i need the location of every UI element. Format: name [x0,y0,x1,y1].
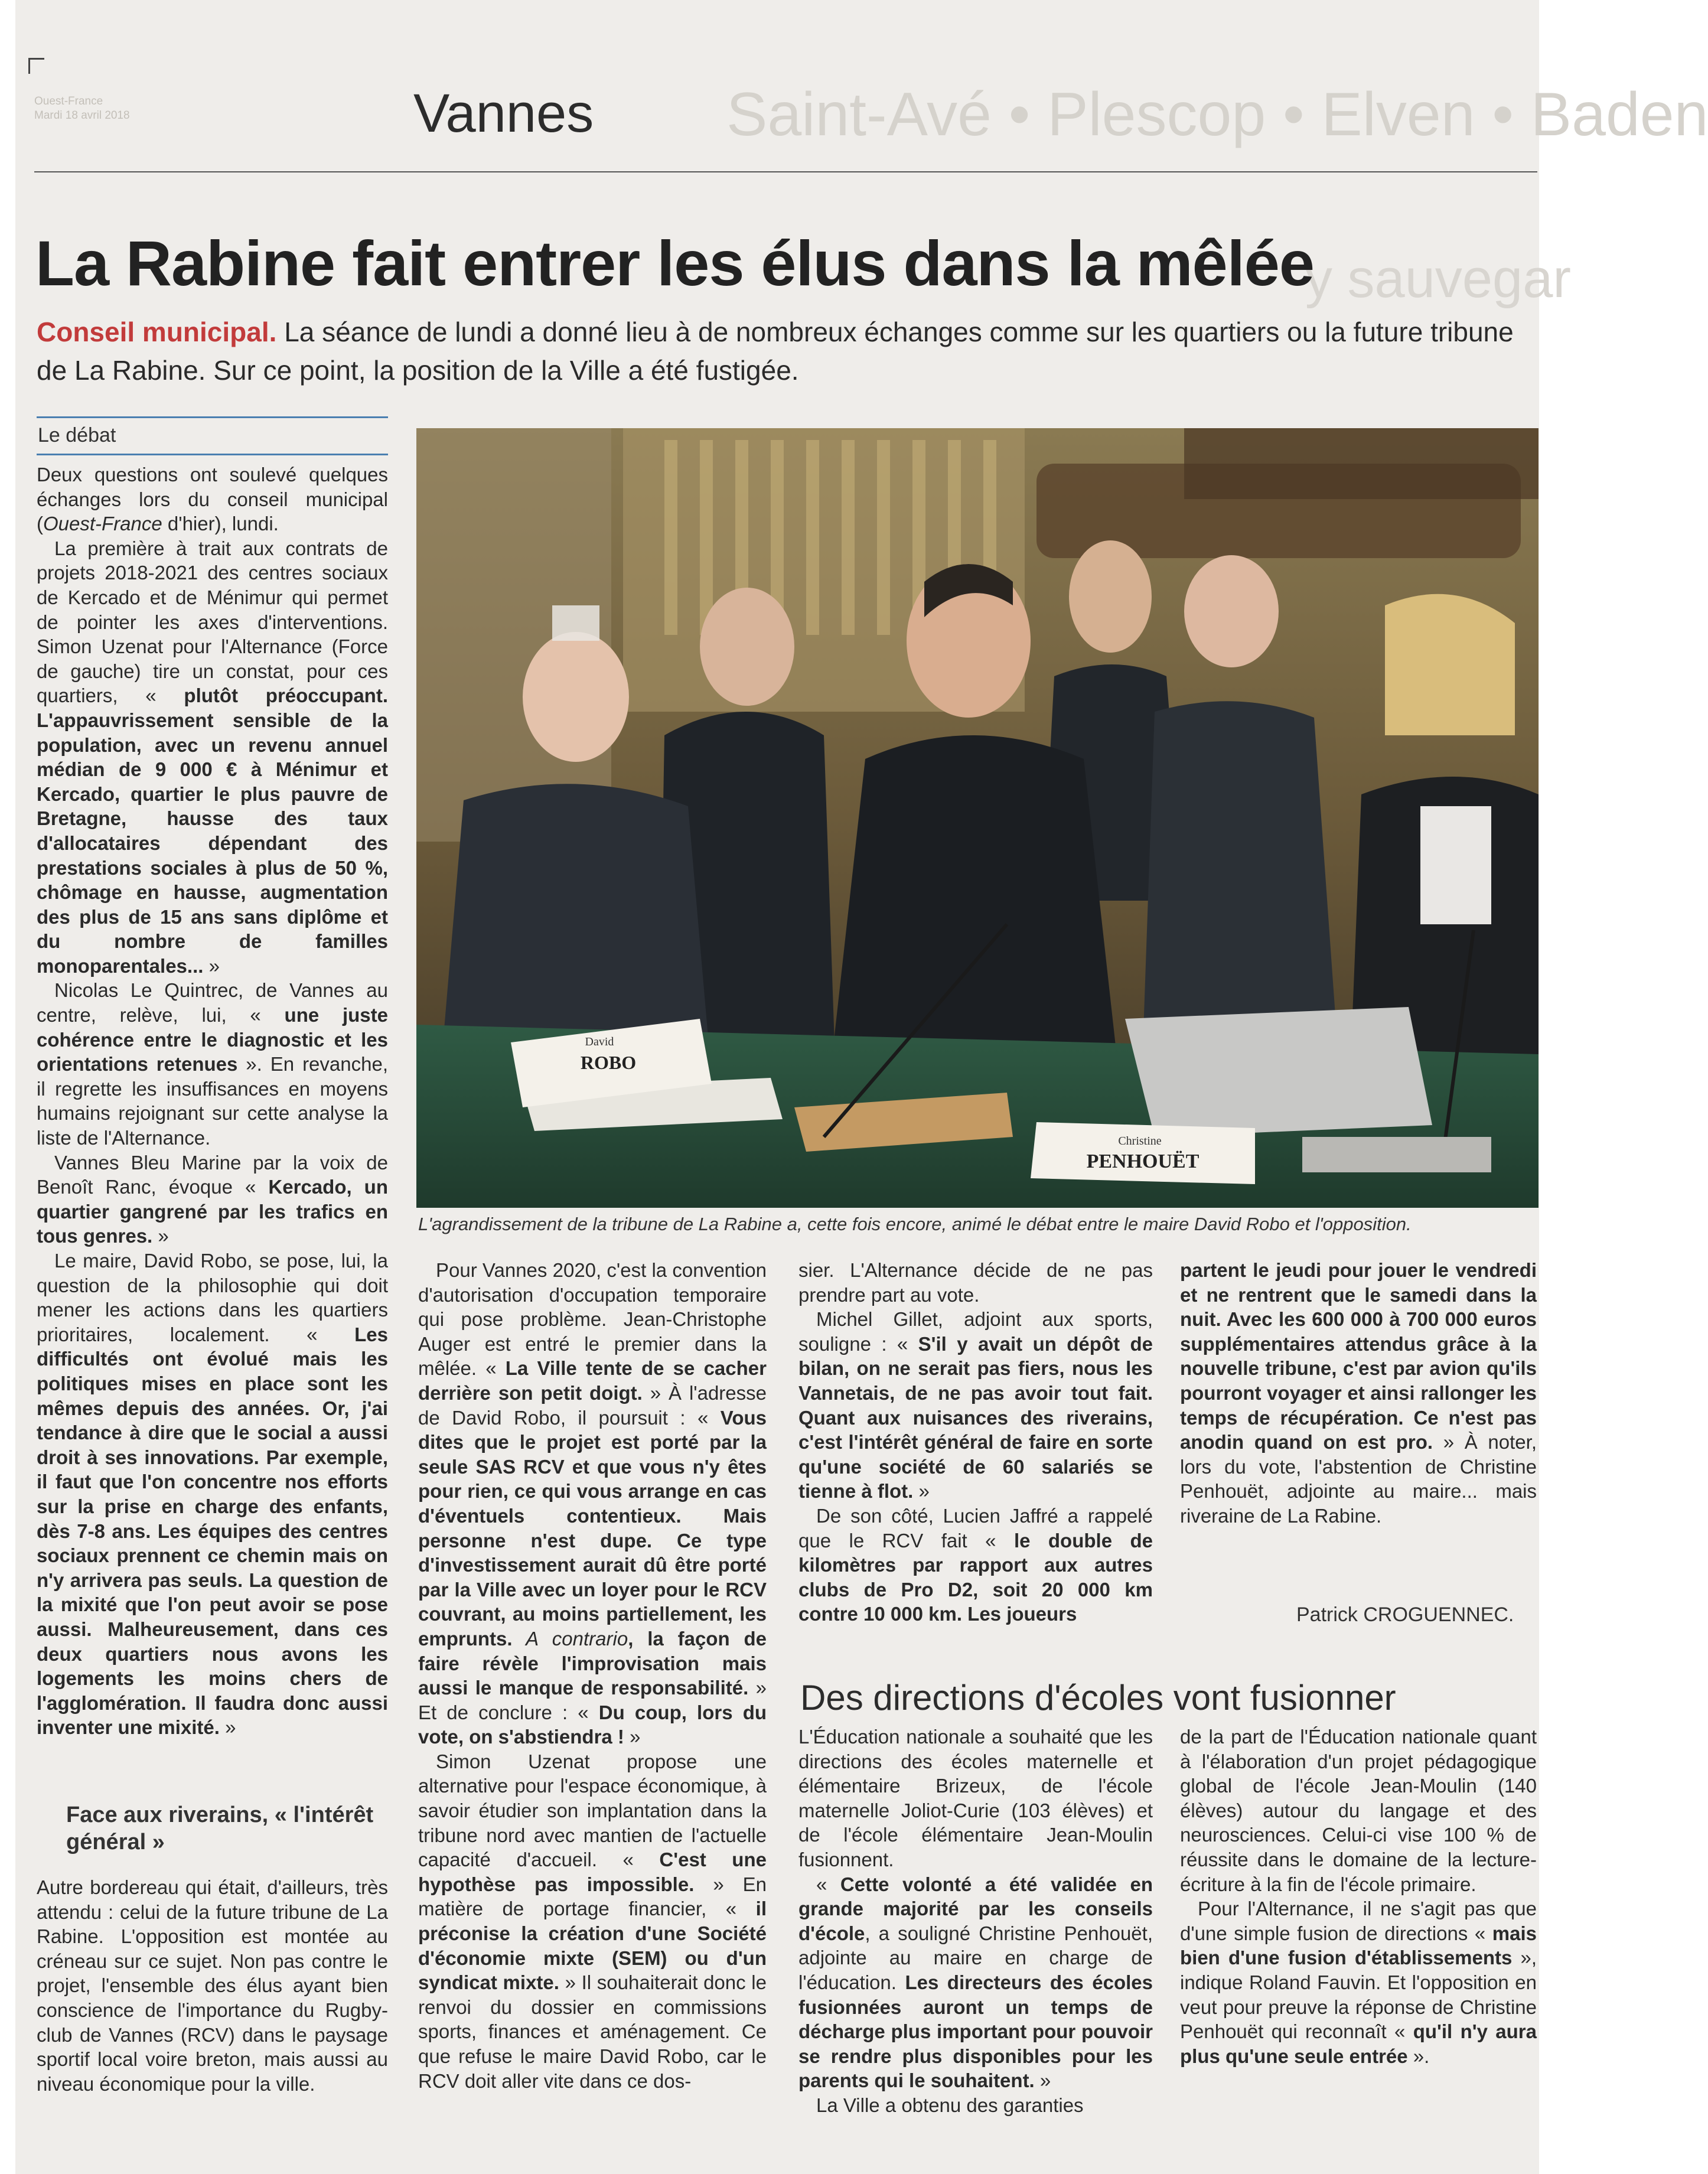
debat-label-text: Le débat [38,424,116,446]
show-through-paper: Ouest-France [34,95,103,107]
subheading: Face aux riverains, « l'intérêt général » [66,1803,374,1854]
box-column-2 [1180,1725,1537,2068]
paragraph: Michel Gillet, adjoint aux sports, souligne : « S'il y avait un dépôt de bilan, on ne serait pas fiers, nous les Vannetais, de ne pas avoir tout fait. Quant aux nuisances des riverains, c'est l'intérêt général de faire en sorte qu'une société de 60 salariés se tienne à flot. » [798,1308,1153,1502]
deck-text: La séance de lundi a donné lieu à de nombreux échanges comme sur les quartiers ou la future tribune de La Rabine. Sur ce point, la position de la Ville a été fustigée. [37,317,1514,386]
paragraph: Le maire, David Robo, se pose, lui, la question de la philosophie qui doit mener les actions dans les quartiers prioritaires, localement. « Les difficultés ont évolué mais les politiques mises en place sont les mêmes depuis des années. Or, j'ai tendance à dire que le social a aussi droit à ses innovations. Par exemple, il faut que l'on concentre nos efforts sur la prise en charge des enfants, dès 7-8 ans. Les équipes des centres sociaux prennent ce chemin mais on n'y arrivera pas seuls. La question de la mixité que l'on peut avoir se pose aussi. Malheureusement, dans ces deux quartiers nous avons les logements les moins chers de l'agglomération. Il faudra donc aussi inventer une mixité. » [37,1250,388,1739]
column-1 [37,462,388,1740]
show-through-banner: Saint-Avé • Plescop • Elven • Baden [726,80,1708,149]
show-through-dateline [34,94,130,123]
section-title: Vannes [413,83,594,144]
placard-last-name: ROBO [580,1052,637,1073]
deck [37,313,1525,390]
show-through-date: Mardi 18 avril 2018 [34,109,130,122]
paragraph: La première à trait aux contrats de projets 2018-2021 des centres sociaux de Kercado et de Ménimur qui permet de pointer les axes d'interventions. Simon Uzenat pour l'Alternance (Force de gauche) tire un constat, pour ces quartiers, « plutôt préoccupant. L'appauvrissement sensible de la population, avec un revenu annuel médian de 9 000 € à Ménimur et Kercado, quartier le plus pauvre de Bretagne, hausse des taux d'allocataires dépendant des prestations sociales à plus de 50 %, chômage en hausse, augmentation des plus de 15 ans sans diplôme et du nombre de familles monoparentales... » [37,537,388,977]
paragraph: sier. L'Alternance décide de ne pas prendre part au vote. [798,1259,1153,1306]
paragraph: partent le jeudi pour jouer le vendredi et ne rentrent que le samedi dans la nuit. Avec les 600 000 à 700 000 euros supplémentaires attendus grâce à la nouvelle tribune, c'est par avion qu'ils pourront voyager et ainsi rallonger les temps de récupération. Ce n'est pas anodin quand on est pro. » À noter, lors du vote, l'abstention de Christine Penhouët, adjointe au maire... mais riveraine de La Rabine. [1180,1259,1537,1527]
column-3 [798,1258,1153,1627]
header-rule [34,171,1537,172]
crop-mark [28,58,44,74]
paragraph: Simon Uzenat propose une alternative pour l'espace économique, à savoir étudier son implantation dans la tribune nord avec mantien de l'actuelle capacité d'accueil. « C'est une hypothèse pas impossible. » En matière de portage financier, « il préconise la création d'une Société d'économie mixte (SEM) ou d'un syndicat mixte. » Il souhaiterait donc le renvoi du dossier en commissions sports, finances et aménagement. Ce que refuse le maire David Robo, car le RCV doit aller vite dans ce dos- [418,1750,767,2092]
council-photo [416,428,1538,1208]
column-4 [1180,1258,1537,1528]
headline: La Rabine fait entrer les élus dans la mêlée [35,227,1314,299]
placard-first-name: Christine [1118,1135,1162,1148]
deck-kicker: Conseil municipal. [37,317,277,347]
paragraph: La Ville a obtenu des garanties [816,2094,1084,2116]
paragraph: L'Éducation nationale a souhaité que les directions des écoles maternelle et élémentaire Brizeux, de l'école maternelle Joliot-Curie (103 élèves) et de l'école élémentaire Jean-Moulin fusionnent. [798,1726,1153,1870]
paragraph: « Cette volonté a été validée en grande majorité par les conseils d'école, a souligné Christine Penhouët, adjointe au maire en charge de l'éducation. Les directeurs des écoles fusionnées auront un temps de décharge plus important pour pouvoir se rendre plus disponibles pour les parents qui le souhaitent. » [798,1873,1153,2092]
paragraph: de la part de l'Éducation nationale quant à l'élaboration d'un projet pédagogique global de l'école Jean-Moulin (140 élèves) autour du langage et des neurosciences. Celui-ci vise 100 % de réussite dans le domaine de la lecture-écriture à la fin de l'école primaire. [1180,1726,1537,1895]
paragraph: Deux questions ont soulevé quelques échanges lors du conseil municipal (Ouest-France d'hier), lundi. [37,464,388,535]
paragraph: Pour l'Alternance, il ne s'agit pas que d'une simple fusion de directions « mais bien d'une fusion d'établissements », indique Roland Fauvin. Et l'opposition en veut pour preuve la réponse de Christine Penhouët qui reconnaît « qu'il n'y aura plus qu'une seule entrée ». [1180,1898,1537,2067]
debat-label [37,416,388,455]
paragraph: De son côté, Lucien Jaffré a rappelé que le RCV fait « le double de kilomètres par rapport aux autres clubs de Pro D2, soit 20 000 km contre 10 000 km. Les joueurs [798,1504,1153,1625]
show-through-title: y sauvegar [1305,249,1572,309]
placard-penhouet [1031,1122,1255,1184]
placard-last-name: PENHOUËT [1086,1150,1199,1172]
author-signature: Patrick CROGUENNEC. [1296,1603,1514,1626]
paragraph: Nicolas Le Quintrec, de Vannes au centre, relève, lui, « une juste cohérence entre le diagnostic et les orientations retenues ». En revanche, il regrette les insuffisances en moyens humains rejoignant sur cette analyse la liste de l'Alternance. [37,979,389,1149]
paragraph: Vannes Bleu Marine par la voix de Benoît Ranc, évoque « Kercado, un quartier gangrené par les trafics en tous genres. » [37,1151,389,1247]
column-2 [418,1258,767,2093]
paragraph: Pour Vannes 2020, c'est la convention d'autorisation d'occupation temporaire qui pose problème. Jean-Christophe Auger est entré le premier dans la mêlée. « La Ville tente de se cacher derrière son petit doigt. » À l'adresse de David Robo, il poursuit : « Vous dites que le projet est porté par la seule SAS RCV et que vous n'y êtes pour rien, ce qui vous arrange en cas d'éventuels contentieux. Mais personne n'est dupe. Ce type d'investissement aurait dû être porté par la Ville avec un loyer pour le RCV couvrant, au moins partiellement, les emprunts. A contrario, la façon de faire révèle l'improvisation mais aussi le manque de responsabilité. » Et de conclure : « Du coup, lors du vote, on s'abstiendra ! » [418,1259,767,1748]
placard-first-name: David [585,1035,614,1048]
photo-caption: L'agrandissement de la tribune de La Rabine a, cette fois encore, animé le débat entre le maire David Robo et l'opposition. [418,1214,1412,1234]
box-title: Des directions d'écoles vont fusionner [800,1678,1396,1717]
column-1-continued [37,1875,388,2096]
paragraph: Autre bordereau qui était, d'ailleurs, très attendu : celui de la future tribune de La Rabine. L'opposition est montée au créneau sur ce sujet. Non pas contre le projet, l'ensemble des élus ayant bien conscience de l'importance du Rugby-club de Vannes (RCV) dans le paysage sportif local voire breton, mais aussi au niveau économique pour la ville. [37,1876,388,2095]
box-column-1 [798,1725,1153,2118]
